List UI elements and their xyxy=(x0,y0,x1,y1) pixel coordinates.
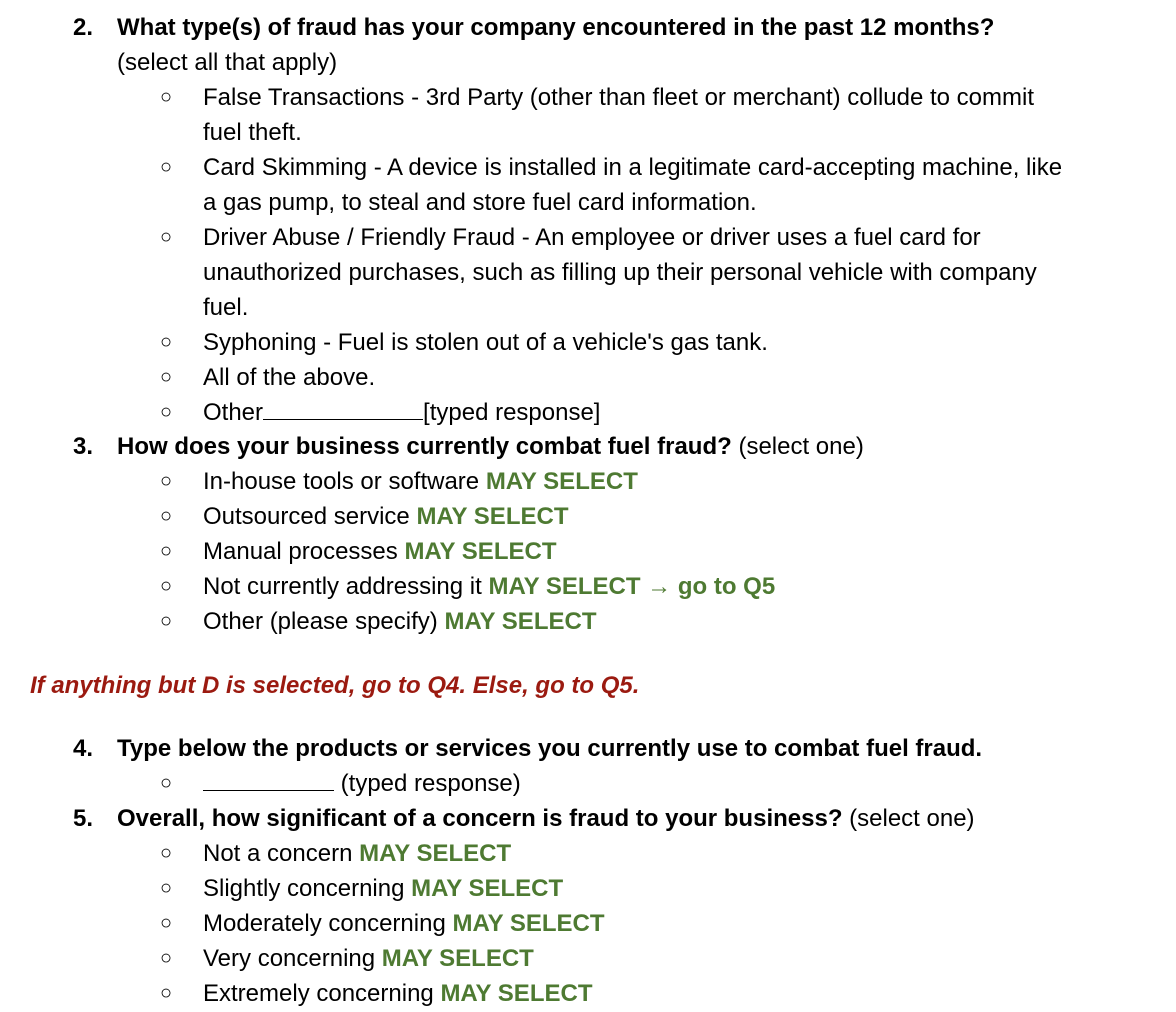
bullet-icon: ○ xyxy=(160,401,173,423)
q2-option-e: All of the above. xyxy=(203,364,376,391)
q4-number: 4. xyxy=(73,735,94,762)
bullet-icon: ○ xyxy=(160,470,173,492)
bullet-icon: ○ xyxy=(160,505,173,527)
may-select-tag: MAY SELECT xyxy=(416,503,569,530)
bullet-icon: ○ xyxy=(160,772,173,794)
q2-other-blank xyxy=(263,395,423,420)
bullet-icon: ○ xyxy=(160,982,173,1004)
bullet-icon: ○ xyxy=(160,912,173,934)
may-select-tag: MAY SELECT xyxy=(485,468,638,495)
q4-question: Type below the products or services you currently use to combat fuel fraud. xyxy=(117,735,983,762)
skip-logic-note: If anything but D is selected, go to Q4. Else, go to Q5. xyxy=(30,672,640,699)
may-select-tag: MAY SELECT xyxy=(359,840,512,867)
q2-option-a-line2: fuel theft. xyxy=(203,119,302,146)
bullet-icon: ○ xyxy=(160,226,173,248)
q2-other-label: Other xyxy=(203,399,264,426)
q3-option-e: Other (please specify) MAY SELECT xyxy=(203,608,597,635)
q2-question: What type(s) of fraud has your company encountered in the past 12 months? xyxy=(117,14,995,41)
bullet-icon: ○ xyxy=(160,540,173,562)
bullet-icon: ○ xyxy=(160,156,173,178)
q2-option-c-line2: unauthorized purchases, such as filling up their personal vehicle with company xyxy=(203,259,1037,286)
may-select-tag: MAY SELECT → go to Q5 xyxy=(488,573,776,600)
bullet-icon: ○ xyxy=(160,86,173,108)
q5-question: Overall, how significant of a concern is fraud to your business? (select one) xyxy=(117,805,975,832)
bullet-icon: ○ xyxy=(160,366,173,388)
q3-option-a: In-house tools or software MAY SELECT xyxy=(203,468,638,495)
q5-option-c: Moderately concerning MAY SELECT xyxy=(203,910,605,937)
may-select-tag: MAY SELECT xyxy=(440,980,593,1007)
may-select-tag: MAY SELECT xyxy=(452,910,605,937)
q4-blank xyxy=(203,766,334,791)
may-select-tag: MAY SELECT xyxy=(444,608,597,635)
q2-other-suffix: [typed response] xyxy=(423,399,601,426)
q5-option-b: Slightly concerning MAY SELECT xyxy=(203,875,564,902)
q3-number: 3. xyxy=(73,433,94,460)
may-select-tag: MAY SELECT xyxy=(381,945,534,972)
q4-option: (typed response) xyxy=(203,766,521,801)
q2-option-c-line1: Driver Abuse / Friendly Fraud - An employee or driver uses a fuel card for xyxy=(203,224,981,251)
bullet-icon: ○ xyxy=(160,947,173,969)
q3-option-d: Not currently addressing it MAY SELECT → go to Q5 xyxy=(203,573,776,600)
q2-option-c-line3: fuel. xyxy=(203,294,249,321)
q5-option-a: Not a concern MAY SELECT xyxy=(203,840,512,867)
bullet-icon: ○ xyxy=(160,575,173,597)
bullet-icon: ○ xyxy=(160,610,173,632)
q5-option-d: Very concerning MAY SELECT xyxy=(203,945,534,972)
q2-option-b-line1: Card Skimming - A device is installed in a legitimate card-accepting machine, like xyxy=(203,154,1063,181)
bullet-icon: ○ xyxy=(160,842,173,864)
may-select-tag: MAY SELECT xyxy=(404,538,557,565)
q2-option-b-line2: a gas pump, to steal and store fuel card information. xyxy=(203,189,757,216)
q3-option-c: Manual processes MAY SELECT xyxy=(203,538,557,565)
q5-number: 5. xyxy=(73,805,94,832)
q2-option-d: Syphoning - Fuel is stolen out of a vehicle's gas tank. xyxy=(203,329,768,356)
q5-option-e: Extremely concerning MAY SELECT xyxy=(203,980,593,1007)
q3-option-b: Outsourced service MAY SELECT xyxy=(203,503,569,530)
bullet-icon: ○ xyxy=(160,877,173,899)
q2-option-a-line1: False Transactions - 3rd Party (other than fleet or merchant) collude to commit xyxy=(203,84,1035,111)
q3-question: How does your business currently combat fuel fraud? (select one) xyxy=(117,433,864,460)
bullet-icon: ○ xyxy=(160,331,173,353)
q2-number: 2. xyxy=(73,14,94,41)
may-select-tag: MAY SELECT xyxy=(411,875,564,902)
q2-option-other xyxy=(203,395,600,430)
q2-note: (select all that apply) xyxy=(117,49,338,76)
